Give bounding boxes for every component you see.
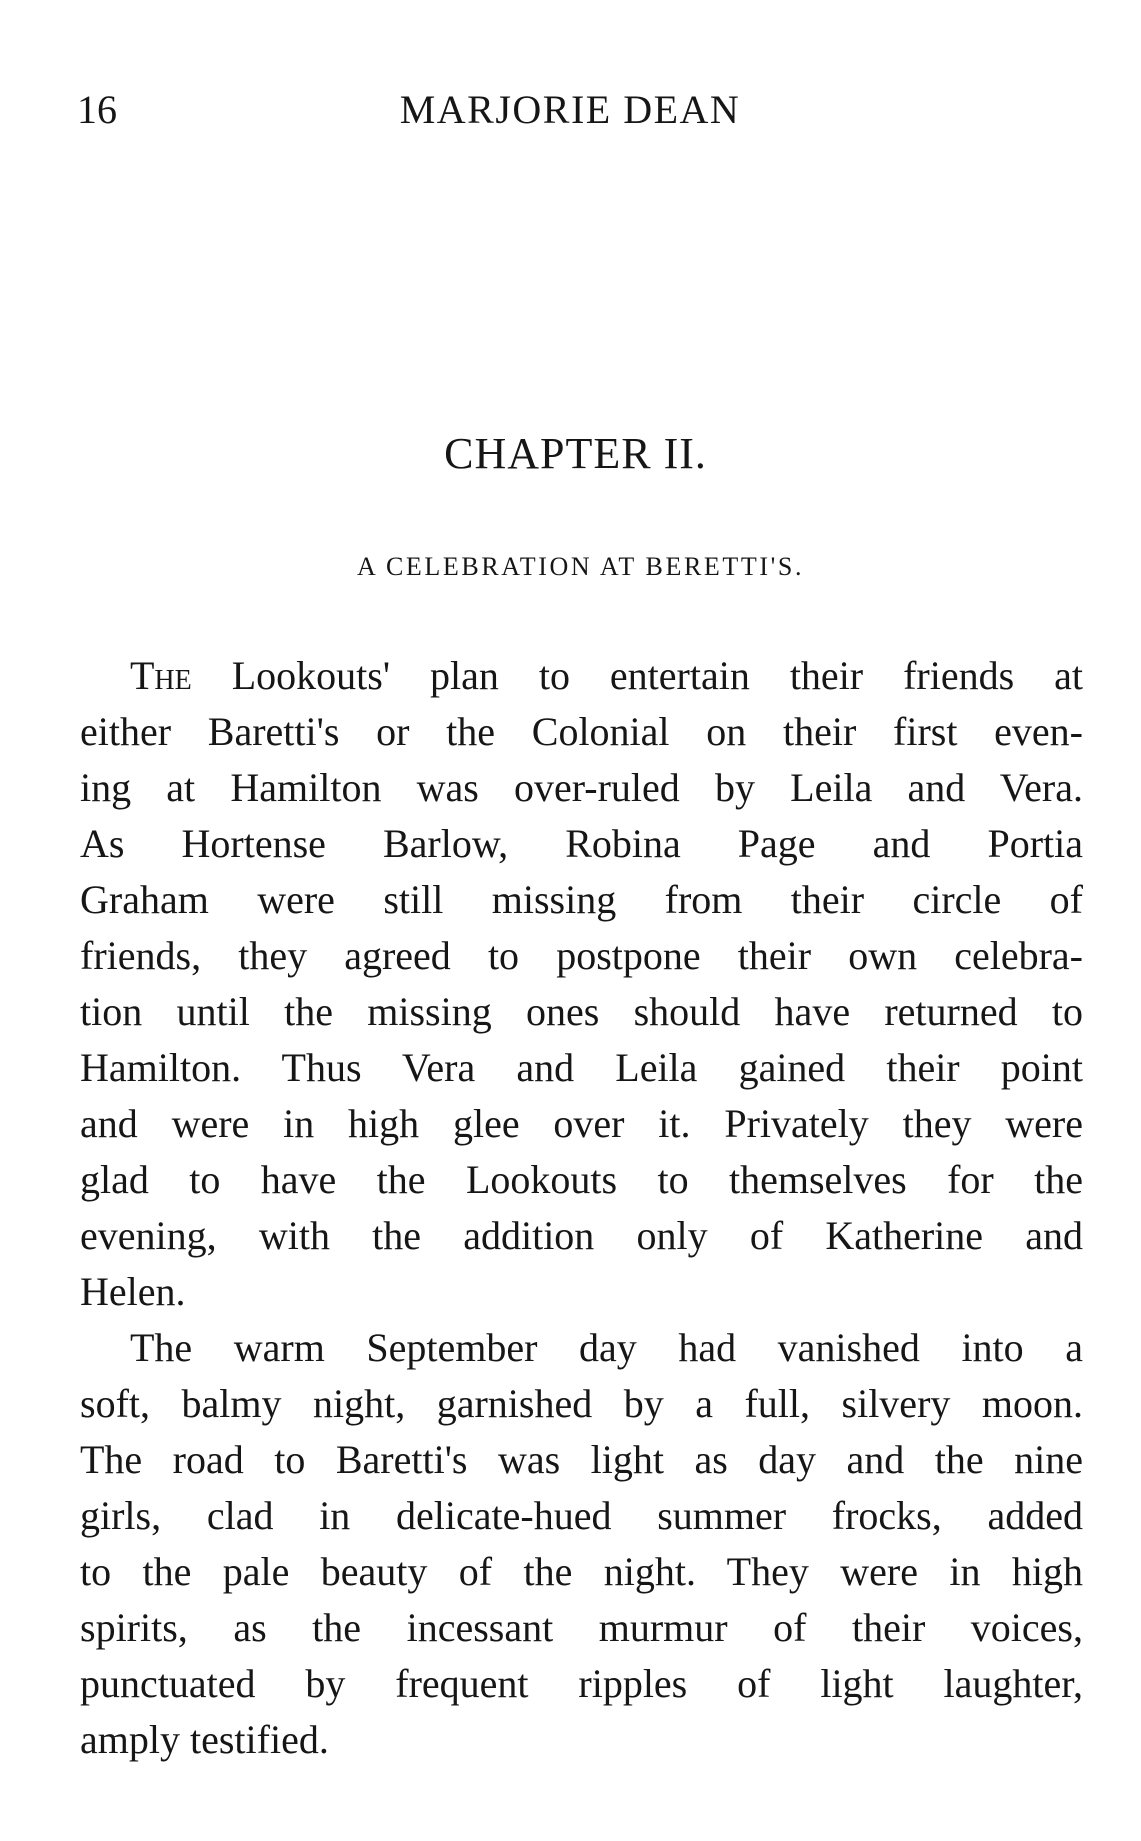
chapter-title: CHAPTER II.	[444, 429, 707, 478]
paragraph-line: to the pale beauty of the night. They were in high	[80, 1549, 1083, 1594]
paragraph-line: amply testified.	[80, 1717, 329, 1762]
running-title: MARJORIE DEAN	[399, 87, 741, 132]
paragraph-line: glad to have the Lookouts to themselves for the	[80, 1157, 1083, 1202]
paragraph-line: ing at Hamilton was over-ruled by Leila and Vera.	[80, 765, 1083, 810]
line-text: Lookouts' plan to entertain their friends at	[191, 653, 1083, 698]
lead-word: The	[130, 653, 192, 698]
paragraph-line: The road to Baretti's was light as day and the nine	[80, 1437, 1083, 1482]
paragraph-line	[80, 648, 1083, 704]
paragraph-line: Hamilton. Thus Vera and Leila gained their point	[80, 1045, 1083, 1090]
paragraph-line: evening, with the addition only of Katherine and	[80, 1213, 1083, 1258]
paragraph-line: Helen.	[80, 1269, 186, 1314]
paragraph-line: tion until the missing ones should have returned to	[80, 989, 1083, 1034]
paragraph-line: either Baretti's or the Colonial on their first even-	[80, 709, 1083, 754]
paragraph-1	[80, 648, 1083, 1320]
page-number: 16	[77, 87, 117, 132]
paragraph-line: As Hortense Barlow, Robina Page and Portia	[80, 821, 1083, 866]
paragraph-2	[80, 1320, 1083, 1768]
paragraph-line: friends, they agreed to postpone their own celebra-	[80, 933, 1083, 978]
paragraph-line: Graham were still missing from their circle of	[80, 877, 1083, 922]
body-text	[80, 648, 1083, 1768]
paragraph-line: and were in high glee over it. Privately they were	[80, 1101, 1083, 1146]
paragraph-line: girls, clad in delicate-hued summer frocks, added	[80, 1493, 1083, 1538]
paragraph-line: spirits, as the incessant murmur of their voices,	[80, 1605, 1083, 1650]
chapter-subtitle: A CELEBRATION AT BERETTI'S.	[356, 552, 805, 581]
paragraph-line: The warm September day had vanished into a	[130, 1325, 1083, 1370]
paragraph-line: punctuated by frequent ripples of light laughter,	[80, 1661, 1083, 1706]
paragraph-line: soft, balmy night, garnished by a full, silvery moon.	[80, 1381, 1083, 1426]
